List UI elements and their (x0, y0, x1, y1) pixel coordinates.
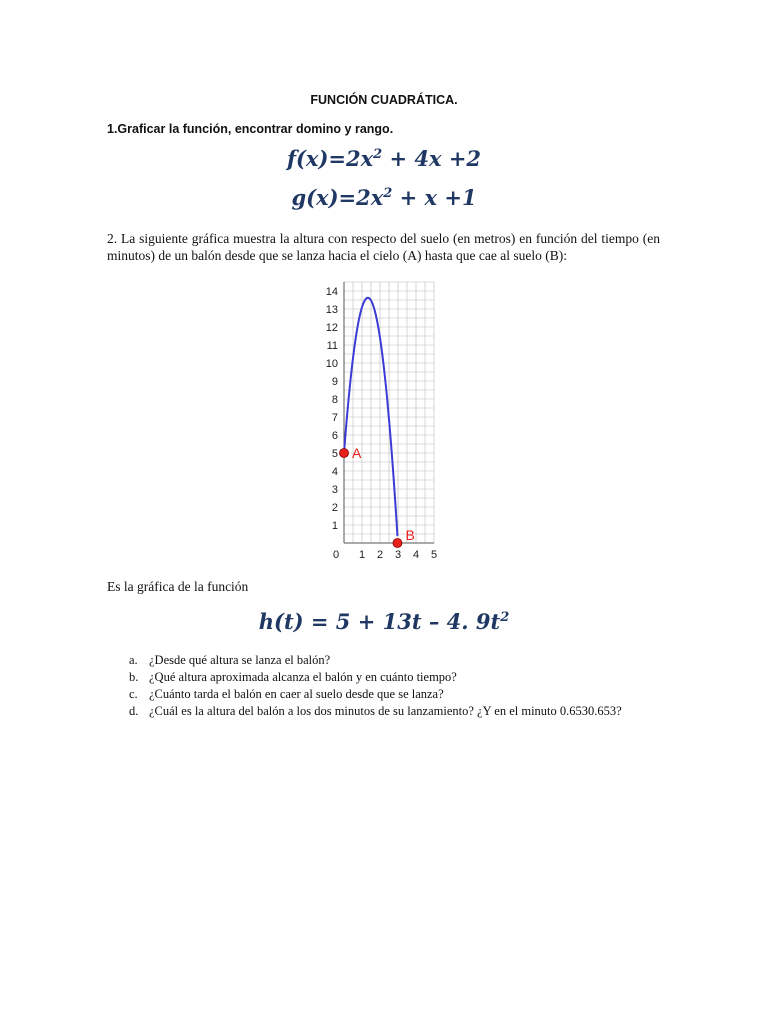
y-tick-label: 8 (331, 394, 338, 406)
x-tick-label: 5 (430, 549, 438, 561)
equation-g-rhs: + x +1 (392, 185, 477, 210)
y-tick-label: 13 (325, 304, 338, 316)
x-tick-label: 1 (358, 549, 366, 561)
y-tick-label: 7 (331, 412, 338, 424)
equation-g-lhs: g(x)=2x (291, 185, 384, 210)
x-tick-labels (333, 549, 437, 561)
point-b-label: B (405, 527, 415, 543)
x-tick-label: 4 (412, 549, 420, 561)
y-tick-label: 11 (326, 340, 338, 352)
x-tick-label: 0 (332, 549, 340, 561)
equation-h (0, 609, 768, 634)
y-tick-label: 14 (325, 286, 338, 298)
y-tick-label: 1 (331, 520, 338, 532)
document-title: FUNCIÓN CUADRÁTICA. (310, 93, 458, 107)
x-tick-label: 2 (376, 549, 384, 561)
y-tick-label: 10 (325, 358, 338, 370)
equation-f-exponent: 2 (373, 147, 383, 162)
equation-f-lhs: f(x)=2x (286, 146, 374, 171)
y-tick-label: 6 (331, 430, 338, 442)
graph-function-lead: Es la gráfica de la función (107, 579, 249, 594)
chart-points (340, 445, 415, 548)
list-item (107, 669, 660, 686)
exercise-2-prompt: 2. La siguiente gráfica muestra la altura con respecto del suelo (en metros) en función del tiempo (en minutos) de un balón desde que se lanza hacia el cielo (A) hasta que cae al suelo (B): (107, 231, 660, 263)
y-tick-label: 9 (331, 376, 338, 388)
question-list (107, 652, 660, 720)
point-a-label: A (352, 445, 362, 461)
list-item (107, 652, 660, 669)
height-time-chart (310, 278, 450, 568)
y-tick-label: 5 (331, 448, 338, 460)
question-letter: c. (129, 687, 138, 701)
point-b-marker (393, 539, 402, 548)
equation-f (0, 146, 768, 171)
equation-h-lhs: h(t) = 5 + 13t – 4. 9t (258, 609, 501, 634)
equation-g-exponent: 2 (383, 186, 393, 201)
x-tick-label: 3 (394, 549, 402, 561)
equation-h-exponent: 2 (500, 610, 510, 625)
question-text: ¿Desde qué altura se lanza el balón? (149, 653, 331, 667)
equation-g (0, 185, 768, 210)
list-item (107, 686, 660, 703)
list-item (107, 703, 660, 720)
exercise-1-prompt: 1.Graficar la función, encontrar domino y rango. (107, 122, 394, 136)
question-letter: b. (129, 670, 139, 684)
question-text: ¿Cuánto tarda el balón en caer al suelo desde que se lanza? (149, 687, 444, 701)
y-tick-label: 2 (331, 502, 338, 514)
question-text: ¿Cuál es la altura del balón a los dos minutos de su lanzamiento? ¿Y en el minuto 0.6530.653? (149, 704, 622, 718)
equation-f-rhs: + 4x +2 (382, 146, 482, 171)
y-tick-label: 4 (331, 466, 338, 478)
y-tick-label: 12 (325, 322, 338, 334)
y-tick-label: 3 (331, 484, 338, 496)
y-tick-labels (326, 286, 338, 532)
question-letter: a. (129, 653, 138, 667)
point-a-marker (340, 449, 349, 458)
question-text: ¿Qué altura aproximada alcanza el balón y en cuánto tiempo? (149, 670, 457, 684)
question-letter: d. (129, 704, 139, 718)
